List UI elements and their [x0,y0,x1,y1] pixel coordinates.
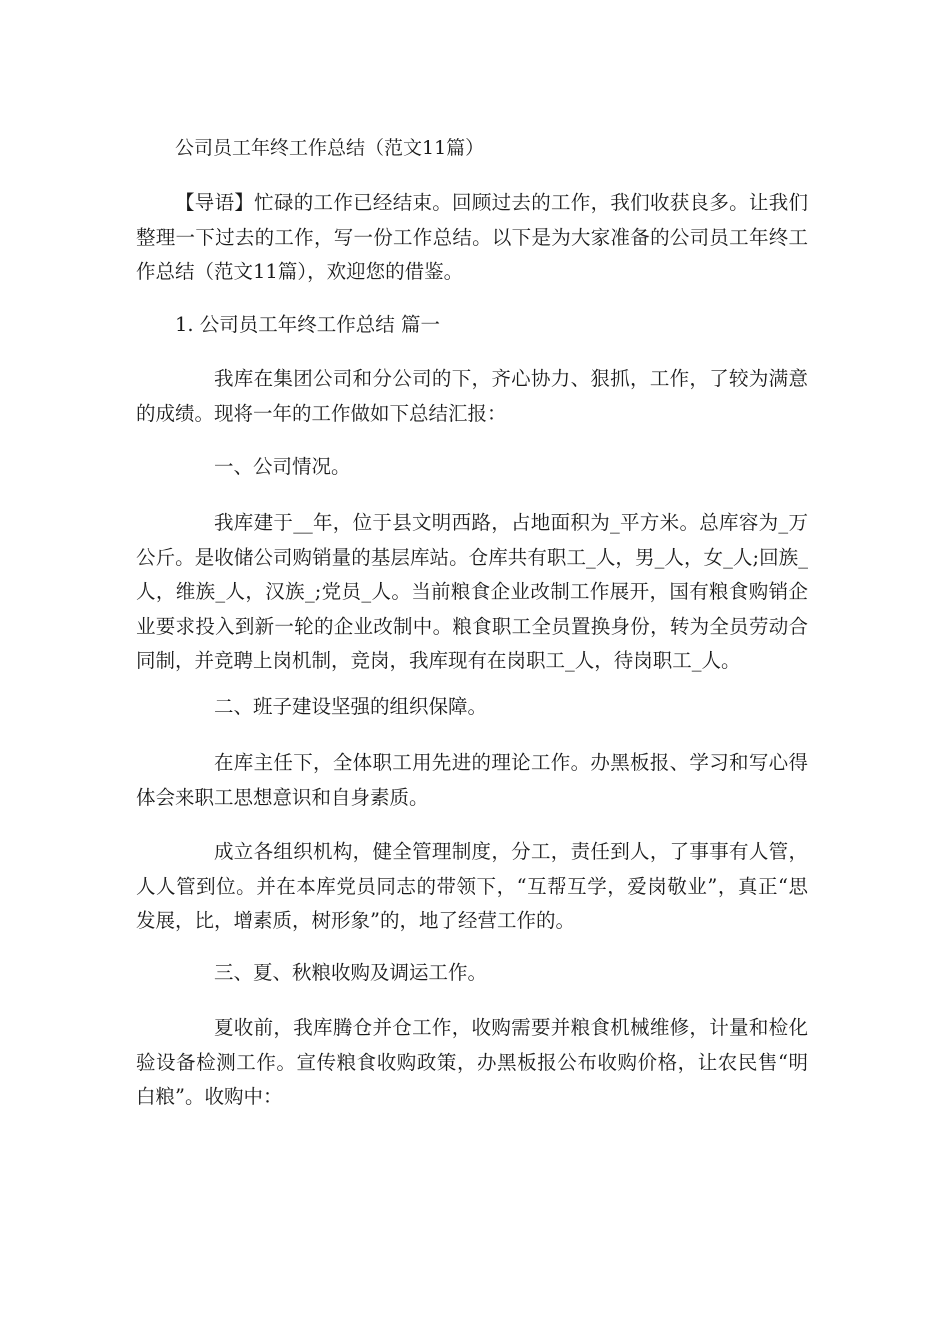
body-paragraph: 成立各组织机构，健全管理制度，分工，责任到人，了事事有人管，人人管到位。并在本库党员同志的带领下，“互帮互学，爱岗敬业”，真正“思发展，比，增素质，树形象”的，地了经营工作的。 [136,840,808,932]
intro-paragraph: 【导语】忙碌的工作已经结束。回顾过去的工作，我们收获良多。让我们整理一下过去的工作，写一份工作总结。以下是为大家准备的公司员工年终工作总结（范文11篇），欢迎您的借鉴。 [136,191,808,283]
subheading-team-building: 二、班子建设坚强的组织保障。 [214,695,488,718]
subheading-grain-purchase: 三、夏、秋粮收购及调运工作。 [214,961,488,984]
subheading-company-situation: 一、公司情况。 [214,455,351,478]
body-paragraph: 在库主任下，全体职工用先进的理论工作。办黑板报、学习和写心得体会来职工思想意识和自身素质。 [136,751,808,809]
document-title: 公司员工年终工作总结（范文11篇） [175,137,485,159]
body-paragraph: 我库在集团公司和分公司的下，齐心协力、狠抓，工作，了较为满意的成绩。现将一年的工作做如下总结汇报： [136,367,808,425]
body-paragraph: 我库建于__年，位于县文明西路，占地面积为_平方米。总库容为_万公斤。是收储公司购销量的基层库站。仓库共有职工_人，男_人，女_人;回族_人，维族_人，汉族_;党员_人。当前粮食企业改制工作展开，国有粮食购销企业要求投入到新一轮的企业改制中。粮食职工全员置换身份，转为全员劳动合同制，并竞聘上岗机制，竞岗，我库现有在岗职工_人，待岗职工_人。 [136,511,808,672]
section-heading: 1. 公司员工年终工作总结 篇一 [175,313,441,336]
body-paragraph: 夏收前，我库腾仓并仓工作，收购需要并粮食机械维修，计量和检化验设备检测工作。宣传粮食收购政策，办黑板报公布收购价格，让农民售“明白粮”。收购中： [136,1016,808,1108]
